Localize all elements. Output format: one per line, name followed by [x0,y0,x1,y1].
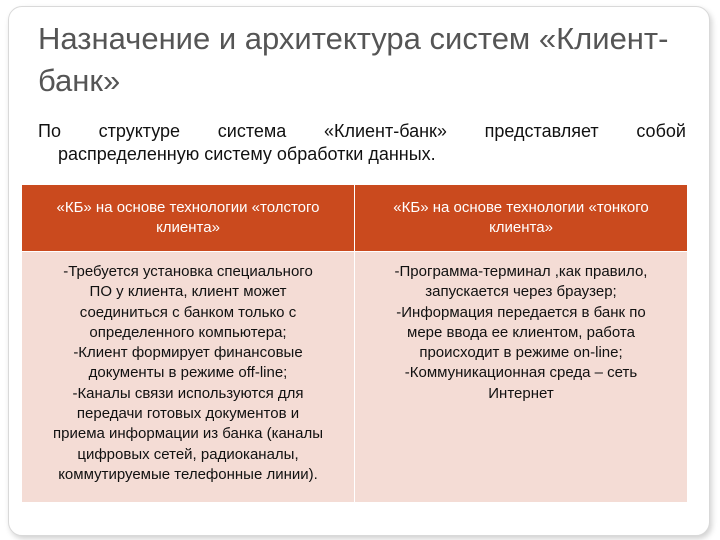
intro-word: собой [636,121,686,141]
intro-line-2: распределенную систему обработки данных. [58,144,436,164]
cell-line: Интернет [488,384,554,402]
cell-line: -Коммуникационная среда – сеть [404,364,638,382]
intro-word: структуре [98,121,181,141]
cell-line: запускается через браузер; [425,283,617,301]
intro-paragraph [38,120,686,166]
intro-line-1 [38,120,686,143]
cell-thin-client [355,252,688,503]
table-row [22,252,688,503]
cell-line: приема информации из банка (каналы [53,425,323,443]
intro-word: представляет [484,121,599,141]
header-thick-client: «КБ» на основе технологии «толстого клиента» [22,185,355,252]
cell-line: коммутируемые телефонные линии). [58,465,318,483]
table-header-row [22,185,688,252]
cell-line: мере ввода ее клиентом, работа [407,323,635,341]
cell-line: происходит в режиме on-line; [419,344,623,362]
cell-line: -Требуется установка специального [63,263,313,280]
cell-line: -Программа-терминал ,как правило, [394,263,648,280]
cell-line: соединиться с банком только с [79,303,297,321]
cell-line: ПО у клиента, клиент может [89,283,287,301]
cell-line: -Клиент формирует финансовые [73,344,303,362]
comparison-table [21,184,688,503]
cell-line: -Каналы связи используются для [72,384,304,402]
cell-line: передачи готовых документов и [76,405,300,423]
intro-word: система [217,121,287,141]
cell-line: документы в режиме off-line; [88,364,288,382]
intro-word: По [38,121,61,141]
header-thin-client: «КБ» на основе технологии «тонкого клиента» [355,185,688,252]
cell-line: определенного компьютера; [89,323,287,341]
cell-thick-client [22,252,355,503]
cell-line: -Информация передается в банк по [396,303,646,321]
intro-word: «Клиент-банк» [323,121,447,141]
slide-title: Назначение и архитектура систем «Клиент-банк» [38,21,669,98]
cell-line: цифровых сетей, радиоканалы, [77,445,299,463]
